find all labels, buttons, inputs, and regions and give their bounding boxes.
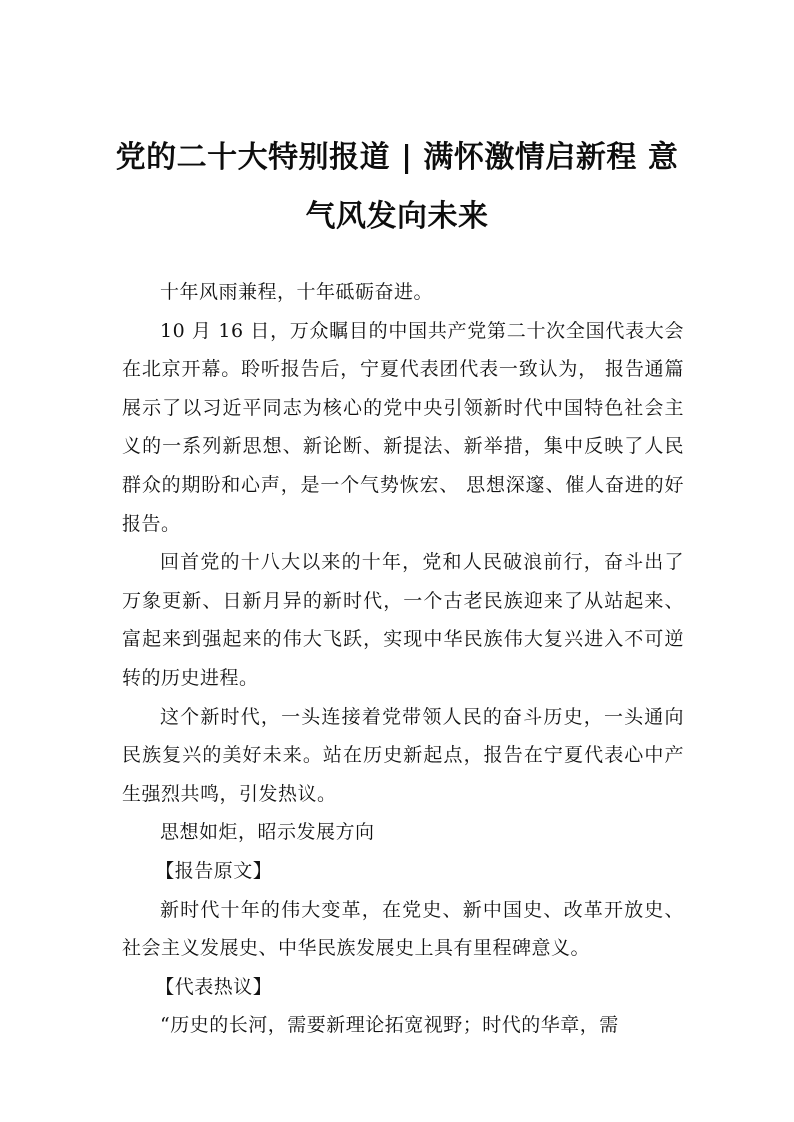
paragraph-review: 回首党的十八大以来的十年，党和人民破浪前行，奋斗出了万象更新、日新月异的新时代，一个古老民族迎来了从站起来、富起来到强起来的伟大飞跃，实现中华民族伟大复兴进入不可逆转的历史进程。 [122,551,684,689]
section-heading: 思想如炬，昭示发展方向 [160,821,375,844]
paragraph-intro: 十年风雨兼程，十年砥砺奋进。 [160,281,434,303]
document-title: 党的二十大特别报道 | 满怀激情启新程 意气风发向未来 [115,140,679,234]
paragraph-new-era: 这个新时代，一头连接着党带领人民的奋斗历史，一头通向民族复兴的美好未来。站在历史新起点，报告在宁夏代表心中产生强烈共鸣，引发热议。 [122,705,684,805]
document-body [122,273,684,1045]
paragraph-report-quote: 新时代十年的伟大变革，在党史、新中国史、改革开放史、社会主义发展史、中华民族发展史上具有里程碑意义。 [122,898,684,960]
report-original-label: 【报告原文】 [155,859,273,882]
paragraph-opening: 10 月 16 日，万众瞩目的中国共产党第二十次全国代表大会在北京开幕。聆听报告后，宁夏代表团代表一致认为， 报告通篇展示了以习近平同志为核心的党中央引领新时代中国特色社会主义的一系列新思想、新论断、新提法、新举措，集中反映了人民群众的期盼和心声，是一个气势恢宏、 思想深邃、催人奋进的好报告。 [122,319,684,535]
delegates-discussion-label: 【代表热议】 [155,975,273,998]
paragraph-delegate-quote: “历史的长河，需要新理论拓宽视野；时代的华章，需 [160,1014,619,1037]
